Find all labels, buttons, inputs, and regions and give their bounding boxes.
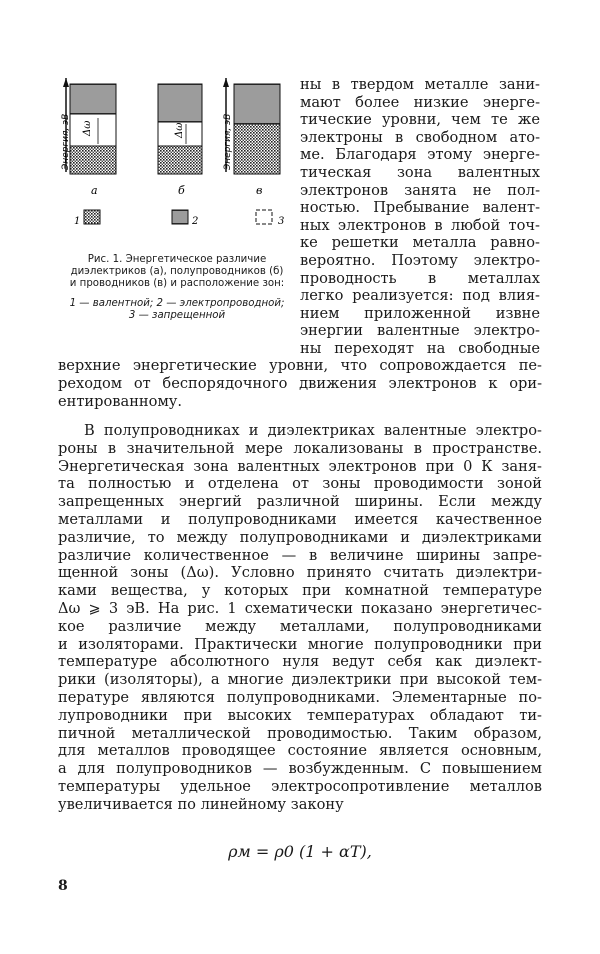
text-line: рики (изоляторы), а многие диэлектрики при высокой тем-	[58, 671, 542, 689]
paragraph-2	[58, 422, 542, 814]
bar-semiconductor	[158, 84, 202, 174]
legend-swatch-forbidden	[256, 210, 272, 224]
text-line: та полностью и отделена от зоны проводимости зоной	[58, 475, 542, 493]
text-line: пературе являются полупроводниками. Элементарные по-	[58, 688, 542, 706]
text-line: а для полупроводников — возбужденным. С повышением	[58, 760, 542, 778]
text-line: нием приложенной извне	[300, 304, 540, 322]
legend-num-1: 1	[74, 216, 81, 227]
text-line: Энергетическая зона валентных электронов при 0 К заня-	[58, 457, 542, 475]
text-line: ных электронов в любой точ-	[300, 216, 540, 234]
text-line: температуры удельное электросопротивление металлов	[58, 777, 542, 795]
text-line: ме. Благодаря этому энерге-	[300, 146, 540, 164]
bar-label-b: б	[178, 184, 185, 197]
text-line: Δω ⩾ 3 эВ. На рис. 1 схематически показано энергетичес-	[58, 599, 542, 617]
text-line: роны в значительной мере локализованы в пространстве.	[58, 439, 542, 457]
energy-band-figure	[58, 78, 296, 330]
text-line: ны переходят на свободные	[300, 339, 540, 357]
text-line: кое различие между металлами, полупроводниками	[58, 617, 542, 635]
text-line: щенной зоны (Δω). Условно принято считать диэлектри-	[58, 564, 542, 582]
figure-legend: 1 — валентной; 2 — электропроводной; 3 — запрещенной	[69, 298, 285, 321]
text-line: тические уровни, чем те же	[300, 111, 540, 129]
page-number: 8	[58, 878, 68, 894]
bar-dielectric	[61, 78, 116, 174]
text-line: и изоляторами. Практически многие полупроводники при	[58, 635, 542, 653]
figure-caption: Рис. 1. Энергетическое различие диэлектриков (а), полупроводников (б) и проводников (в) и расположение зон:	[69, 254, 285, 289]
text-line: легко реализуется: под влия-	[300, 287, 540, 305]
text-line: ностью. Пребывание валент-	[300, 199, 540, 217]
text-line: для металлов проводящее состояние является основным,	[58, 742, 542, 760]
text-line: мают более низкие энерге-	[300, 93, 540, 111]
text-line: лупроводники при высоких температурах обладают ти-	[58, 706, 542, 724]
text-line: энергии валентные электро-	[300, 322, 540, 340]
delta-omega-label-a: Δω	[82, 120, 93, 136]
bar-conductor	[223, 78, 280, 174]
text-line: ны в твердом металле зани-	[300, 76, 540, 93]
text-line: реходом от беспорядочного движения электронов к ори-	[58, 374, 542, 392]
delta-omega-label-b: Δω	[174, 122, 185, 138]
legend-swatch-conduction	[172, 210, 188, 224]
text-line: тическая зона валентных	[300, 163, 540, 181]
text-line: различие, то между полупроводниками и диэлектриками	[58, 528, 542, 546]
text-line: электроны в свободном ато-	[300, 128, 540, 146]
text-line: увеличивается по линейному закону	[58, 795, 344, 813]
resistivity-formula: ρм = ρ0 (1 + αT),	[228, 842, 372, 861]
energy-axis-label-c: Энергия, эВ	[223, 113, 233, 170]
text-line: электронов занята не пол-	[300, 181, 540, 199]
legend-num-2: 2	[192, 216, 199, 227]
text-line: различие количественное — в величине ширины запре-	[58, 546, 542, 564]
text-line: верхние энергетические уровни, что сопровождается пе-	[58, 357, 542, 374]
text-line: вероятно. Поэтому электро-	[300, 251, 540, 269]
text-line: проводность в металлах	[300, 269, 540, 287]
text-line: ками вещества, у которых при комнатной температуре	[58, 582, 542, 600]
bar-label-a: а	[91, 184, 98, 197]
wrapped-text-column	[300, 76, 540, 358]
energy-axis-label-a: Энергия, эВ	[61, 113, 71, 170]
text-line: ентированному.	[58, 392, 183, 410]
energy-band-diagram	[58, 78, 296, 253]
bar-label-c: в	[256, 184, 263, 197]
legend-num-3: 3	[278, 216, 285, 227]
text-line: пичной металлической проводимостью. Таким образом,	[58, 724, 542, 742]
legend-swatch-valence	[84, 210, 100, 224]
text-line: металлами и полупроводниками имеется качественное	[58, 510, 542, 528]
text-line: В полупроводниках и диэлектриках валентные электро-	[84, 422, 542, 439]
text-line: ке решетки металла равно-	[300, 234, 540, 252]
text-line: температуре абсолютного нуля ведут себя как диэлект-	[58, 653, 542, 671]
text-line: запрещенных энергий различной ширины. Если между	[58, 493, 542, 511]
paragraph-1-tail	[58, 357, 542, 410]
